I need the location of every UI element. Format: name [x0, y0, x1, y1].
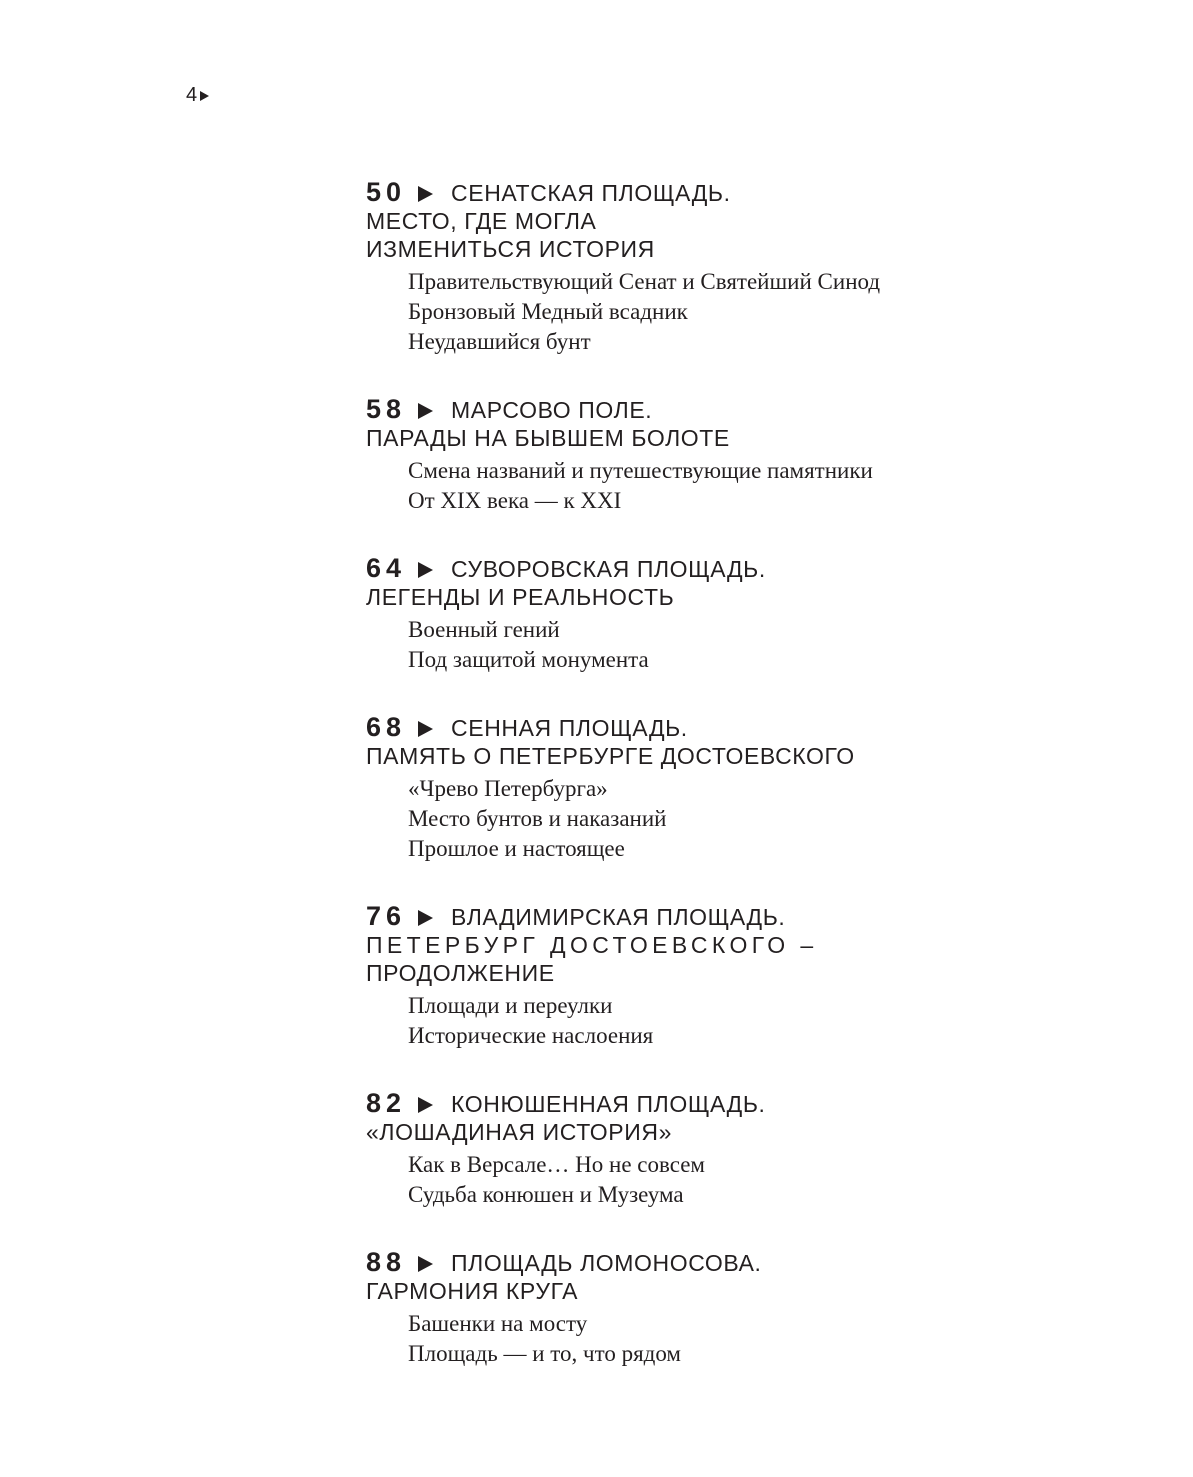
toc-subsection: Площадь — и то, что рядом — [408, 1341, 681, 1366]
triangle-arrow-icon — [418, 562, 433, 578]
toc-entry-title-line: ИЗМЕНИТЬСЯ ИСТОРИЯ — [366, 236, 655, 262]
toc-entry-heading[interactable] — [366, 713, 1086, 770]
triangle-arrow-icon — [418, 186, 433, 202]
toc-entry-heading[interactable] — [366, 1089, 1086, 1146]
page-number-value: 4 — [186, 84, 198, 106]
toc-subsection: Исторические наслоения — [408, 1023, 654, 1048]
toc-subsection: Неудавшийся бунт — [408, 329, 591, 354]
toc-subsection-list — [408, 267, 1086, 357]
toc-entry-page-number: 64 — [366, 553, 407, 583]
toc-entry-heading[interactable] — [366, 395, 1086, 452]
table-of-contents — [366, 178, 1086, 1407]
toc-subsection: Башенки на мосту — [408, 1311, 588, 1336]
toc-subsection: Бронзовый Медный всадник — [408, 299, 688, 324]
toc-entry — [366, 1089, 1086, 1210]
toc-subsection-list — [408, 1309, 1086, 1369]
toc-entry — [366, 902, 1086, 1051]
toc-entry — [366, 178, 1086, 357]
toc-entry-title-line: МАРСОВО ПОЛЕ. — [451, 397, 653, 423]
toc-entry — [366, 1248, 1086, 1369]
toc-entry-title-line: ГАРМОНИЯ КРУГА — [366, 1278, 579, 1304]
triangle-arrow-icon — [418, 1097, 433, 1113]
toc-subsection: От XIX века — к XXI — [408, 488, 622, 513]
toc-subsection: Военный гений — [408, 617, 560, 642]
toc-subsection: Смена названий и путешествующие памятники — [408, 458, 873, 483]
triangle-arrow-icon — [418, 910, 433, 926]
toc-entry-page-number: 88 — [366, 1247, 407, 1277]
page-number — [186, 82, 209, 108]
toc-entry-title-line: СЕНАТСКАЯ ПЛОЩАДЬ. — [451, 180, 731, 206]
toc-entry-page-number: 68 — [366, 712, 407, 742]
triangle-arrow-icon — [418, 403, 433, 419]
toc-subsection-list — [408, 456, 1086, 516]
toc-entry-page-number: 82 — [366, 1088, 407, 1118]
toc-entry-heading[interactable] — [366, 178, 1086, 263]
toc-subsection-list — [408, 1150, 1086, 1210]
toc-entry-heading[interactable] — [366, 1248, 1086, 1305]
toc-entry-page-number: 76 — [366, 901, 407, 931]
toc-entry-heading[interactable] — [366, 554, 1086, 611]
toc-entry-title-line: ПАМЯТЬ О ПЕТЕРБУРГЕ ДОСТОЕВСКОГО — [366, 743, 855, 769]
toc-subsection-list — [408, 615, 1086, 675]
toc-entry — [366, 554, 1086, 675]
toc-entry — [366, 713, 1086, 864]
toc-entry-title-line: МЕСТО, ГДЕ МОГЛА — [366, 208, 597, 234]
triangle-arrow-icon — [418, 721, 433, 737]
toc-entry-title-line: ПЕТЕРБУРГ ДОСТОЕВСКОГО – — [366, 932, 818, 958]
toc-subsection: Под защитой монумента — [408, 647, 649, 672]
toc-entry-page-number: 58 — [366, 394, 407, 424]
page-arrow-icon — [200, 91, 209, 101]
toc-subsection-list — [408, 774, 1086, 864]
toc-entry-title-line: КОНЮШЕННАЯ ПЛОЩАДЬ. — [451, 1091, 766, 1117]
toc-entry-title-line: СЕННАЯ ПЛОЩАДЬ. — [451, 715, 688, 741]
toc-subsection: Судьба конюшен и Музеума — [408, 1182, 684, 1207]
toc-subsection-list — [408, 991, 1086, 1051]
toc-entry-heading[interactable] — [366, 902, 1086, 987]
toc-entry-page-number: 50 — [366, 177, 407, 207]
toc-entry-title-line: «ЛОШАДИНАЯ ИСТОРИЯ» — [366, 1119, 672, 1145]
toc-subsection: «Чрево Петербурга» — [408, 776, 608, 801]
toc-entry-title-line: ЛЕГЕНДЫ И РЕАЛЬНОСТЬ — [366, 584, 675, 610]
toc-subsection: Правительствующий Сенат и Святейший Синод — [408, 269, 881, 294]
toc-entry-title-line: ПЛОЩАДЬ ЛОМОНОСОВА. — [451, 1250, 762, 1276]
toc-entry-title-line: ВЛАДИМИРСКАЯ ПЛОЩАДЬ. — [451, 904, 786, 930]
toc-subsection: Площади и переулки — [408, 993, 613, 1018]
toc-entry-title-line: ПРОДОЛЖЕНИЕ — [366, 960, 555, 986]
toc-entry-title-line: СУВОРОВСКАЯ ПЛОЩАДЬ. — [451, 556, 766, 582]
toc-subsection: Как в Версале… Но не совсем — [408, 1152, 705, 1177]
toc-subsection: Прошлое и настоящее — [408, 836, 625, 861]
toc-entry — [366, 395, 1086, 516]
triangle-arrow-icon — [418, 1256, 433, 1272]
toc-subsection: Место бунтов и наказаний — [408, 806, 667, 831]
toc-entry-title-line: ПАРАДЫ НА БЫВШЕМ БОЛОТЕ — [366, 425, 730, 451]
